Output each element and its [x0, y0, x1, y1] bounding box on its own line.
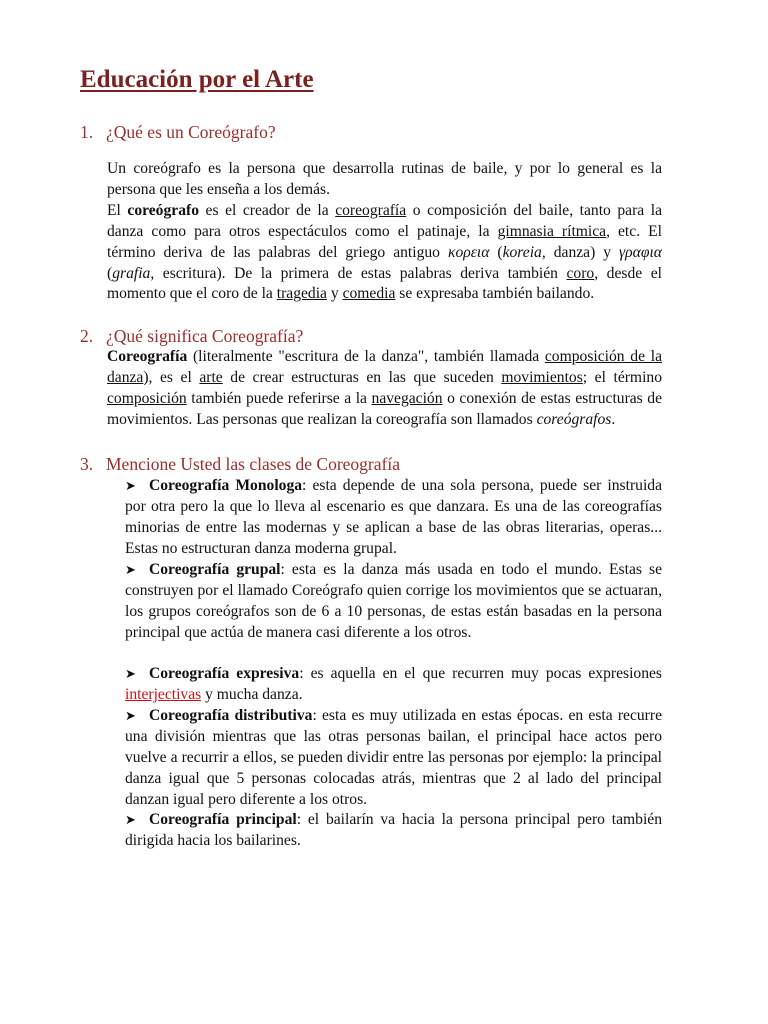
arrow-bullet-icon: ➤: [125, 478, 136, 493]
bullet-text: : es aquella en el que recurren muy pocas expresiones: [299, 665, 662, 682]
link-movimientos[interactable]: movimientos: [501, 368, 583, 386]
bullet-term: Coreografía Monologa: [149, 477, 303, 494]
bullet-term: Coreografía expresiva: [149, 665, 300, 682]
link-interjectivas[interactable]: interjectivas: [125, 685, 202, 703]
answer-1-text: , danza) y: [541, 243, 620, 261]
answer-2-text: .: [611, 410, 616, 428]
bullet-text: : el bailarín va hacia la persona principal pero también dirigida hacia los bailarines.: [125, 811, 662, 849]
link-arte[interactable]: arte: [199, 368, 223, 386]
bullet-item-monologa: [125, 476, 662, 560]
answer-1-text: y: [326, 285, 343, 303]
question-2-text: ¿Qué significa Coreografía?: [106, 326, 304, 346]
question-1-heading: [80, 122, 276, 143]
bullet-item-expresiva: [125, 664, 662, 706]
answer-1-text: El: [107, 201, 128, 219]
bullet-text: : esta es muy utilizada en estas épocas. en esta recurre una división mientras que las otras personas bailan, el principal hace actos pero vuelve a recurrir a ellos, se pueden dividir entre las personas por ejemplo: la principal danza igual que 5 personas colocadas atrás, mientras que 2 al lado del principal danzan igual pero diferente a los otros.: [125, 707, 662, 808]
answer-1-text: se expresaba también bailando.: [395, 285, 595, 303]
answer-1-text: es el creador de la: [199, 201, 336, 219]
answer-2-paragraph: [107, 347, 662, 431]
answer-1-text: , escritura). De la primera de estas palabras deriva también: [150, 264, 567, 282]
bullet-term: Coreografía principal: [149, 811, 297, 828]
answer-2-bold-term: Coreografía: [107, 348, 188, 365]
answer-1-sentence-1: Un coreógrafo es la persona que desarrolla rutinas de baile, y por lo general es la persona que les enseña a los demás.: [107, 160, 662, 198]
link-coro[interactable]: coro: [566, 264, 595, 282]
bullet-item-grupal: [125, 560, 662, 644]
bullet-text: : esta es la danza más usada en todo el mundo. Estas se construyen por el llamado Coreógrafo quien corrige los movimientos que se actuaran, los grupos coreógrafos son de 6 a 10 personas, de estas están basadas en la persona principal que actúa de manera casi diferente a los otros.: [125, 561, 662, 641]
answer-2-text: ), es el: [143, 368, 200, 386]
answer-1-text: , desde el momento que el coro de la: [107, 264, 662, 303]
bullet-term: Coreografía grupal: [149, 561, 281, 578]
arrow-bullet-icon: ➤: [125, 666, 136, 681]
question-1-text: ¿Qué es un Coreógrafo?: [106, 122, 276, 142]
transliteration-koreia: koreia: [502, 243, 542, 261]
question-3-heading: [80, 454, 400, 475]
answer-1-text: (: [489, 243, 503, 261]
arrow-bullet-icon: ➤: [125, 812, 136, 827]
link-composicion-de-la-danza[interactable]: composición de la danza: [107, 348, 662, 386]
question-2-heading: [80, 326, 303, 347]
italic-coreografos: coreógrafos: [536, 410, 612, 428]
page-title: Educación por el Arte: [80, 66, 314, 93]
transliteration-grafia: grafia: [112, 264, 151, 282]
arrow-bullet-icon: ➤: [125, 708, 136, 723]
answer-2-text: de crear estructuras en las que suceden: [222, 368, 502, 386]
answer-2-text: (literalmente "escritura de la danza", también llamada: [187, 348, 545, 365]
answer-1-paragraph: [107, 159, 662, 305]
answer-2-text: ; el término: [582, 368, 662, 386]
question-3-text: Mencione Usted las clases de Coreografía: [106, 454, 400, 474]
answer-2-text: o conexión de estas estructuras de movimientos. Las personas que realizan la coreografía son llamados: [107, 389, 663, 428]
link-coreografia[interactable]: coreografía: [335, 201, 407, 219]
link-comedia[interactable]: comedia: [342, 285, 396, 303]
greek-word-grafia: γραφια: [619, 243, 662, 261]
link-composicion[interactable]: composición: [107, 389, 187, 407]
question-1-number: 1.: [80, 122, 94, 142]
bullet-term: Coreografía distributiva: [149, 707, 313, 724]
bullet-text: y mucha danza.: [201, 685, 303, 703]
answer-2-text: también puede referirse a la: [186, 389, 372, 407]
answer-1-text: o composición del baile, tanto para la danza como para otros espectáculos como el patinaje, la: [107, 201, 662, 240]
bullet-text: : esta depende de una sola persona, puede ser instruida por otra pero la que lo lleva al escenario es que danzara. Es una de las coreografías minorias de entre las modernas y se aplican a base de las obras literarias, operas... Estas no estructuran danza moderna grupal.: [125, 477, 662, 557]
answer-1-text: , etc. El término deriva de las palabras del griego antiguo: [107, 222, 662, 261]
link-tragedia[interactable]: tragedia: [276, 285, 327, 303]
answer-1-text: (: [107, 264, 113, 282]
link-gimnasia-ritmica[interactable]: gimnasia rítmica: [497, 222, 607, 240]
link-navegacion[interactable]: navegación: [371, 389, 443, 407]
question-2-number: 2.: [80, 326, 94, 346]
bullet-item-principal: [125, 810, 662, 852]
bullet-item-distributiva: [125, 706, 662, 811]
question-3-number: 3.: [80, 454, 94, 474]
arrow-bullet-icon: ➤: [125, 562, 136, 577]
greek-word-koreia: κορεια: [447, 243, 490, 261]
answer-1-bold-term: coreógrafo: [127, 201, 199, 219]
